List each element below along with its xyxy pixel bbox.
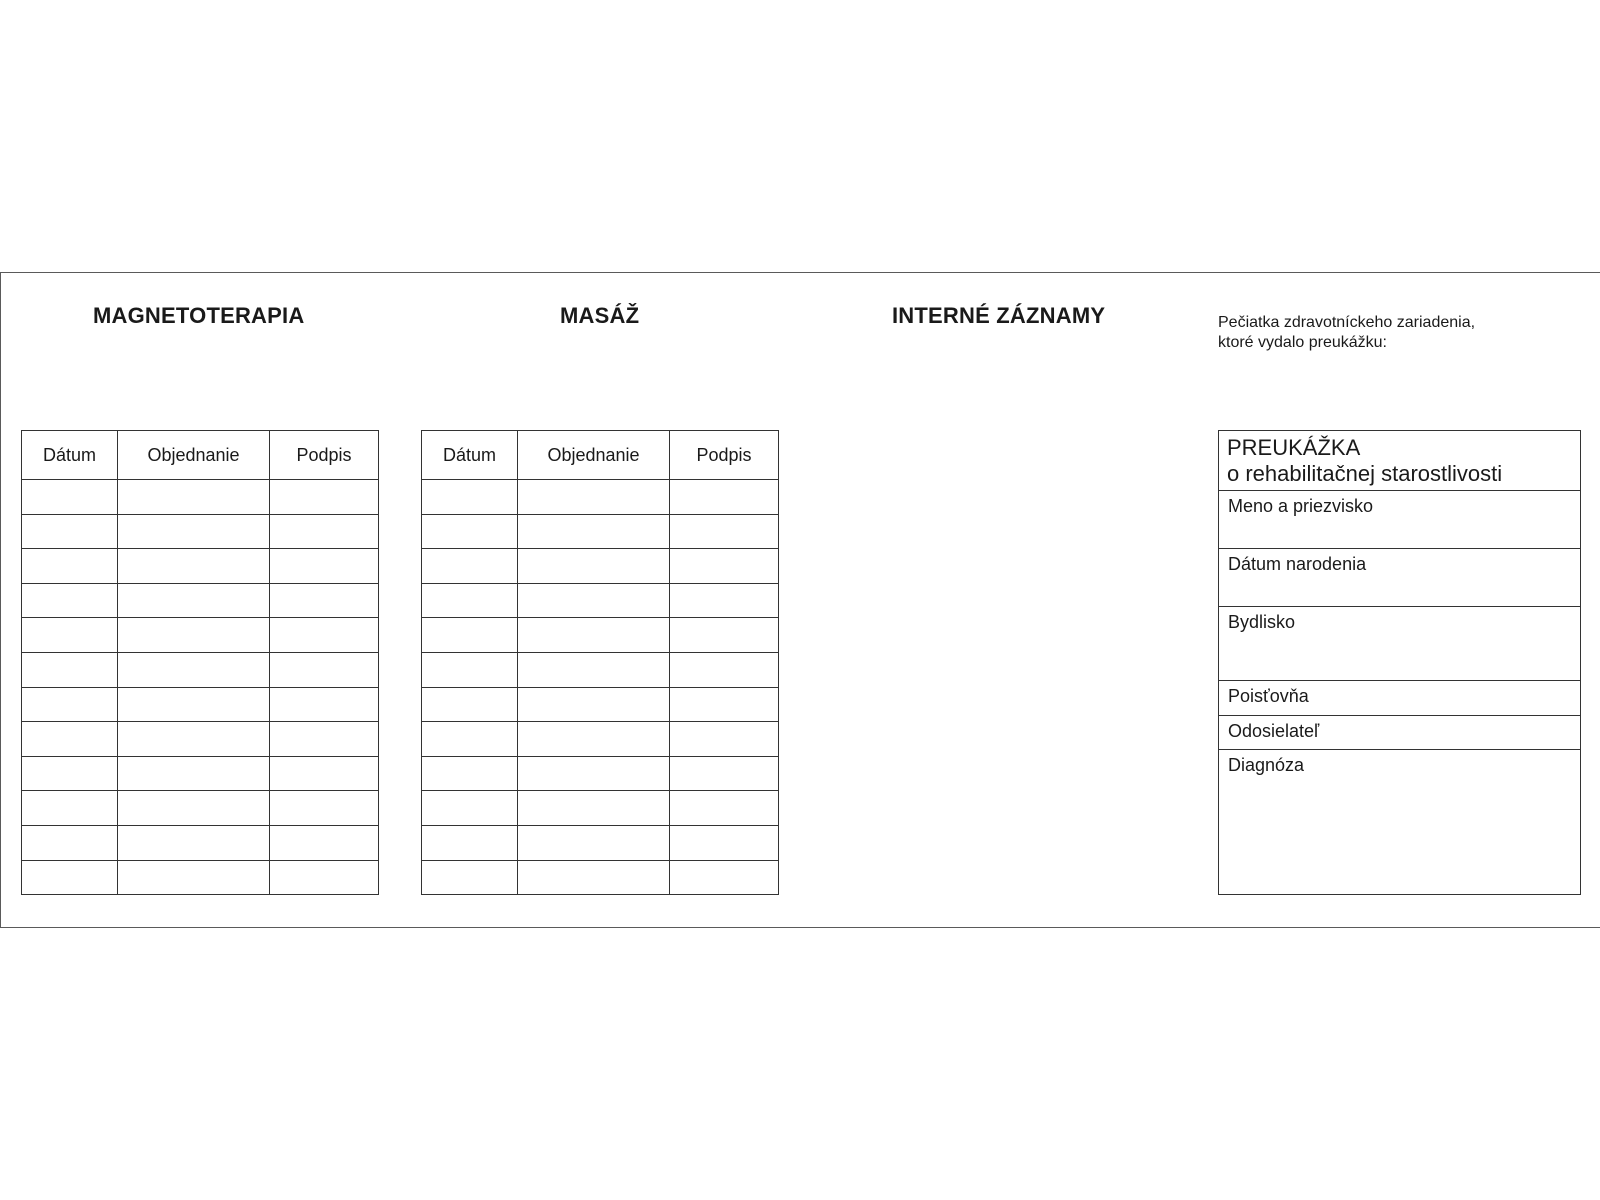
- card-field-label: Bydlisko: [1228, 612, 1296, 632]
- masaz-log-table: [421, 430, 779, 895]
- objednanie-cell: [518, 583, 670, 618]
- card-field-label: Diagnóza: [1228, 755, 1305, 775]
- datum-cell: [22, 687, 118, 722]
- datum-cell: [22, 722, 118, 757]
- datum-cell: [422, 722, 518, 757]
- table-row: [22, 722, 379, 757]
- objednanie-cell: [518, 549, 670, 584]
- table-row: [422, 652, 779, 687]
- podpis-cell: [270, 722, 379, 757]
- objednanie-cell: [118, 583, 270, 618]
- objednanie-cell: [518, 618, 670, 653]
- rehabilitation-card: [1218, 430, 1581, 895]
- table-row: [22, 687, 379, 722]
- podpis-cell: [670, 652, 779, 687]
- magnetoterapia-log-table: [21, 430, 379, 895]
- section-title-interne-zaznamy: INTERNÉ ZÁZNAMY: [892, 303, 1106, 328]
- podpis-cell: [270, 756, 379, 791]
- table-header-row: [22, 431, 379, 480]
- card-subtitle: o rehabilitačnej starostlivosti: [1227, 461, 1503, 486]
- podpis-cell: [270, 860, 379, 895]
- table-row: [22, 618, 379, 653]
- datum-cell: [422, 756, 518, 791]
- column-header-datum: Dátum: [22, 431, 118, 480]
- podpis-cell: [270, 618, 379, 653]
- podpis-cell: [670, 825, 779, 860]
- card-field-label: Meno a priezvisko: [1228, 496, 1374, 516]
- table-row: [422, 514, 779, 549]
- podpis-cell: [670, 514, 779, 549]
- objednanie-cell: [518, 825, 670, 860]
- objednanie-cell: [518, 480, 670, 515]
- card-field-birth: [1219, 549, 1580, 607]
- podpis-cell: [670, 722, 779, 757]
- section-title-magnetoterapia: MAGNETOTERAPIA: [93, 303, 305, 328]
- datum-cell: [422, 687, 518, 722]
- table-row: [22, 860, 379, 895]
- card-field-label: Poisťovňa: [1228, 686, 1309, 706]
- card-title: PREUKÁŽKA: [1227, 435, 1361, 460]
- stamp-label-line-1: Pečiatka zdravotníckeho zariadenia,: [1218, 314, 1476, 331]
- datum-cell: [22, 791, 118, 826]
- datum-cell: [22, 860, 118, 895]
- objednanie-cell: [118, 549, 270, 584]
- podpis-cell: [270, 652, 379, 687]
- table-row: [422, 549, 779, 584]
- datum-cell: [422, 652, 518, 687]
- card-field-label: Dátum narodenia: [1228, 554, 1367, 574]
- table-row: [22, 549, 379, 584]
- podpis-cell: [270, 549, 379, 584]
- podpis-cell: [670, 756, 779, 791]
- podpis-cell: [270, 514, 379, 549]
- podpis-cell: [670, 583, 779, 618]
- objednanie-cell: [118, 480, 270, 515]
- datum-cell: [22, 583, 118, 618]
- table-row: [422, 860, 779, 895]
- podpis-cell: [670, 549, 779, 584]
- objednanie-cell: [518, 722, 670, 757]
- datum-cell: [22, 514, 118, 549]
- table-row: [422, 687, 779, 722]
- table-row: [422, 722, 779, 757]
- podpis-cell: [270, 791, 379, 826]
- podpis-cell: [670, 860, 779, 895]
- objednanie-cell: [118, 652, 270, 687]
- column-header-objednanie: Objednanie: [118, 431, 270, 480]
- objednanie-cell: [118, 791, 270, 826]
- podpis-cell: [670, 480, 779, 515]
- objednanie-cell: [518, 756, 670, 791]
- datum-cell: [422, 480, 518, 515]
- objednanie-cell: [118, 825, 270, 860]
- objednanie-cell: [118, 514, 270, 549]
- card-field-name: [1219, 491, 1580, 549]
- datum-cell: [22, 825, 118, 860]
- table-row: [422, 756, 779, 791]
- table-row: [22, 514, 379, 549]
- table-row: [22, 756, 379, 791]
- datum-cell: [22, 652, 118, 687]
- stamp-label: [1218, 313, 1475, 353]
- card-field-label: Odosielateľ: [1228, 721, 1320, 741]
- datum-cell: [422, 583, 518, 618]
- objednanie-cell: [518, 652, 670, 687]
- table-row: [422, 791, 779, 826]
- datum-cell: [422, 825, 518, 860]
- podpis-cell: [670, 618, 779, 653]
- datum-cell: [22, 549, 118, 584]
- column-header-objednanie: Objednanie: [518, 431, 670, 480]
- card-field-diagnosis: [1219, 750, 1580, 894]
- objednanie-cell: [118, 756, 270, 791]
- stamp-label-line-2: ktoré vydalo preukážku:: [1218, 334, 1387, 351]
- datum-cell: [422, 860, 518, 895]
- column-header-podpis: Podpis: [270, 431, 379, 480]
- podpis-cell: [670, 791, 779, 826]
- datum-cell: [22, 756, 118, 791]
- section-title-masaz: MASÁŽ: [560, 303, 640, 328]
- podpis-cell: [270, 480, 379, 515]
- objednanie-cell: [518, 860, 670, 895]
- card-sheet: [0, 272, 1600, 928]
- table-row: [22, 583, 379, 618]
- objednanie-cell: [518, 687, 670, 722]
- card-header: [1219, 431, 1580, 491]
- datum-cell: [422, 618, 518, 653]
- datum-cell: [422, 514, 518, 549]
- datum-cell: [22, 480, 118, 515]
- objednanie-cell: [118, 722, 270, 757]
- podpis-cell: [270, 687, 379, 722]
- card-field-insurer: [1219, 681, 1580, 716]
- objednanie-cell: [118, 618, 270, 653]
- table-row: [22, 825, 379, 860]
- table-row: [22, 652, 379, 687]
- podpis-cell: [270, 825, 379, 860]
- datum-cell: [422, 791, 518, 826]
- objednanie-cell: [518, 791, 670, 826]
- card-field-sender: [1219, 716, 1580, 750]
- podpis-cell: [670, 687, 779, 722]
- table-row: [422, 480, 779, 515]
- table-header-row: [422, 431, 779, 480]
- table-row: [422, 583, 779, 618]
- table-row: [422, 825, 779, 860]
- datum-cell: [422, 549, 518, 584]
- objednanie-cell: [118, 860, 270, 895]
- objednanie-cell: [118, 687, 270, 722]
- podpis-cell: [270, 583, 379, 618]
- column-header-datum: Dátum: [422, 431, 518, 480]
- table-row: [22, 480, 379, 515]
- objednanie-cell: [518, 514, 670, 549]
- card-field-address: [1219, 607, 1580, 681]
- column-header-podpis: Podpis: [670, 431, 779, 480]
- datum-cell: [22, 618, 118, 653]
- table-row: [422, 618, 779, 653]
- table-row: [22, 791, 379, 826]
